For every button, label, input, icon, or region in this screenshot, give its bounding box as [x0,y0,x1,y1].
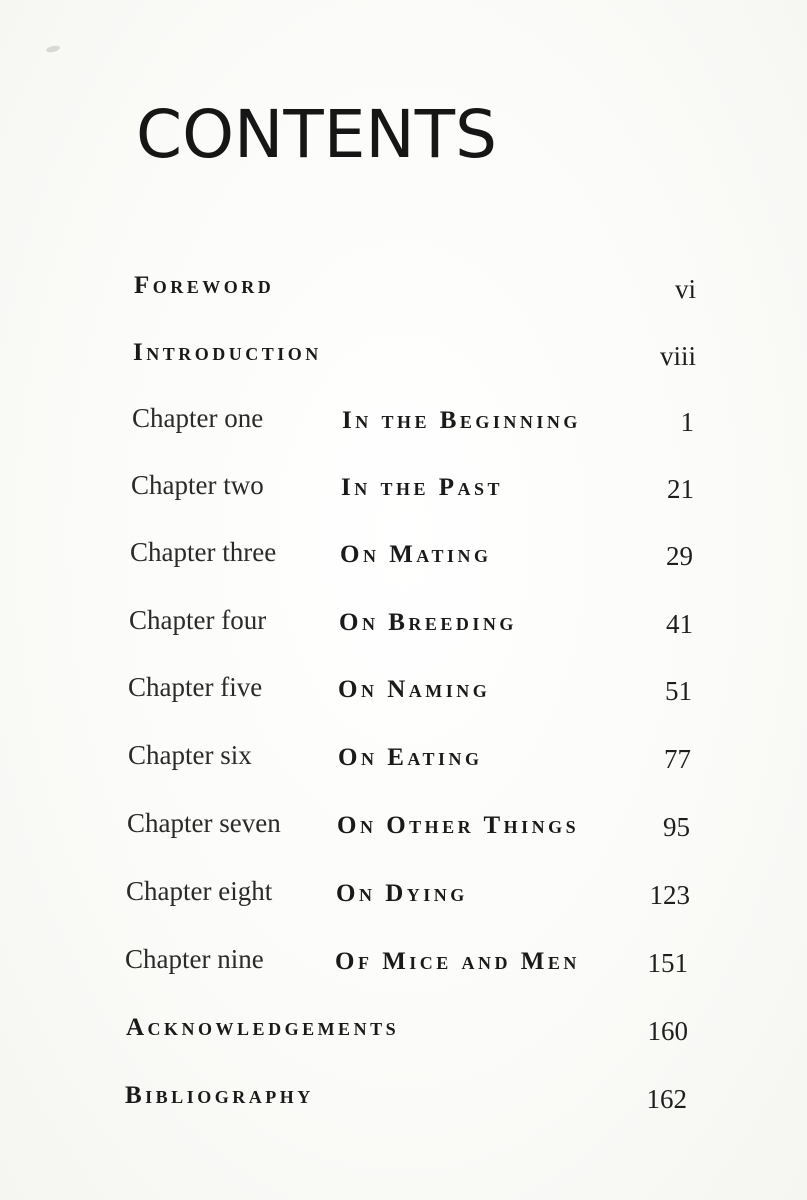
toc-entry-chapter-eight[interactable] [0,874,807,914]
toc-entry-chapter-two[interactable] [0,468,807,508]
toc-entry-chapter-nine[interactable] [0,942,807,982]
toc-chapter-label: Chapter six [128,740,252,770]
toc-entry-foreword[interactable] [0,268,807,308]
toc-page-number: 1 [680,407,694,437]
toc-chapter-title: On Dying [336,880,468,907]
toc-chapter-label: Chapter four [129,605,267,635]
toc-chapter-title: On Breeding [339,609,517,636]
toc-entry-bibliography[interactable] [0,1078,807,1118]
toc-page-number: viii [659,341,696,371]
toc-entry-chapter-one[interactable] [0,401,807,441]
toc-chapter-title: In the Past [341,474,504,501]
toc-page-number: vi [674,274,696,304]
toc-chapter-title: In the Beginning [342,407,581,434]
toc-page-number: 29 [666,541,693,571]
toc-page-number: 123 [649,880,690,910]
toc-page-number: 151 [647,948,688,978]
toc-chapter-label: Chapter one [132,403,264,433]
toc-page-number: 162 [646,1084,687,1114]
toc-entry-introduction[interactable] [0,335,807,375]
toc-chapter-label: Chapter eight [126,876,273,906]
toc-page-number: 41 [666,609,693,639]
toc-section-title: Foreword [134,272,275,299]
page-title: CONTENTS [136,96,498,173]
toc-page-number: 160 [647,1016,688,1046]
toc-entry-chapter-three[interactable] [0,535,807,575]
toc-page-number: 21 [667,474,694,504]
toc-chapter-title: On Naming [338,676,491,703]
toc-chapter-label: Chapter nine [125,944,264,974]
toc-entry-chapter-seven[interactable] [0,806,807,846]
toc-section-title: Introduction [133,339,322,366]
toc-page-number: 51 [665,676,692,706]
toc-section-title: Bibliography [125,1082,314,1109]
toc-chapter-label: Chapter seven [127,808,281,838]
toc-chapter-title: On Mating [340,541,492,568]
toc-entry-chapter-six[interactable] [0,738,807,778]
toc-chapter-title: Of Mice and Men [335,948,580,975]
toc-chapter-title: On Eating [338,744,483,771]
toc-entry-acknowledgements[interactable] [0,1010,807,1050]
toc-chapter-label: Chapter five [128,672,263,702]
toc-page-number: 95 [663,812,690,842]
toc-section-title: Acknowledgements [126,1014,400,1041]
toc-chapter-label: Chapter three [130,537,277,567]
toc-page-number: 77 [664,744,691,774]
toc-chapter-label: Chapter two [131,470,264,500]
toc-entry-chapter-four[interactable] [0,603,807,643]
toc-entry-chapter-five[interactable] [0,670,807,710]
toc-chapter-title: On Other Things [337,812,580,839]
